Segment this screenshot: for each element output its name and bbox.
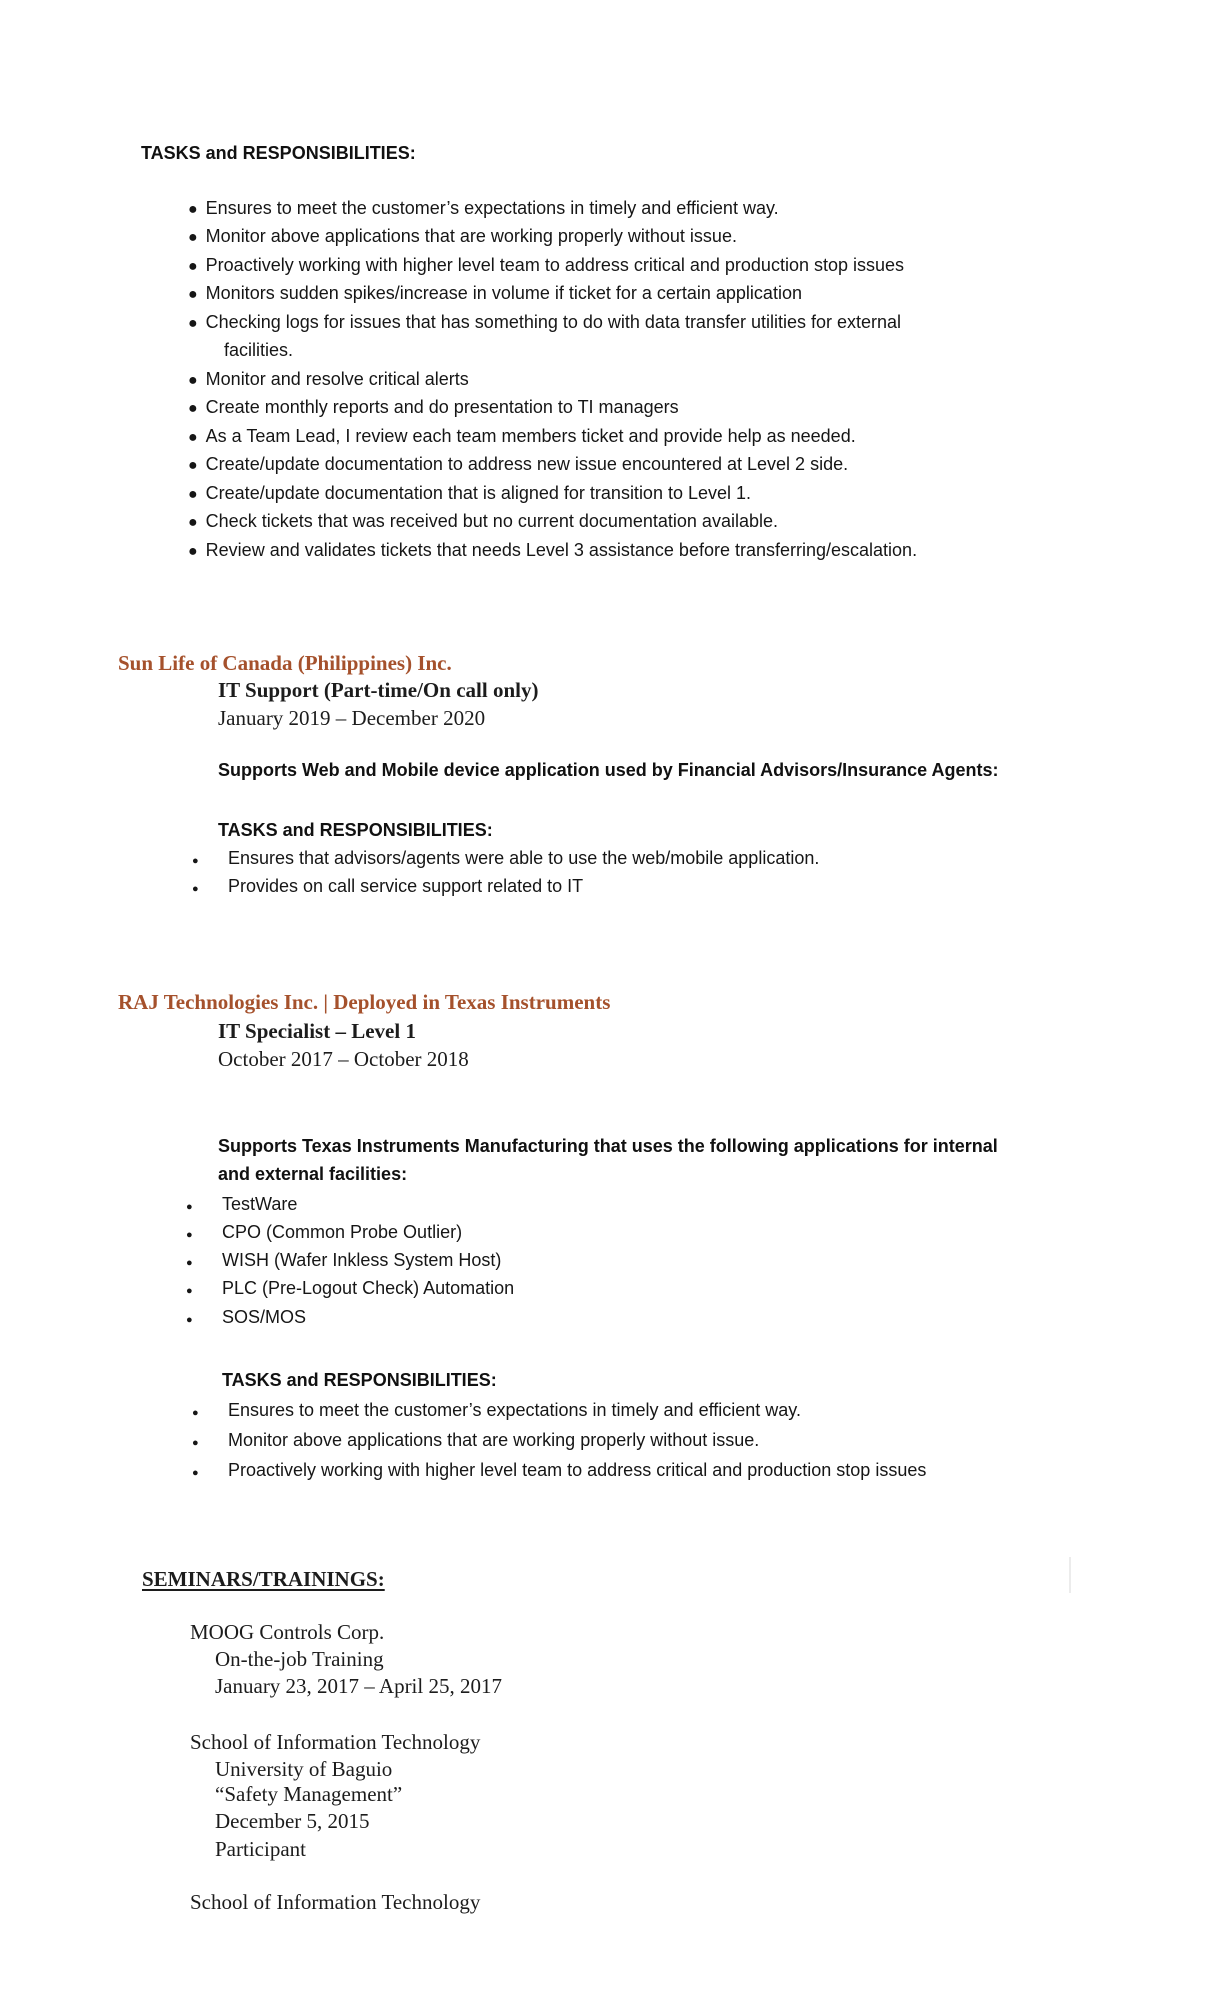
bullet-icon: ●	[192, 1467, 199, 1479]
task-item	[188, 482, 751, 505]
bullet-icon: ●	[188, 258, 198, 275]
task-text: Ensures to meet the customer’s expectations in timely and efficient way.	[205, 198, 779, 218]
company-name-sunlife: Sun Life of Canada (Philippines) Inc.	[118, 651, 452, 675]
application-item	[186, 1306, 306, 1329]
task-text: Monitor above applications that are working properly without issue.	[205, 226, 737, 246]
application-text: CPO (Common Probe Outlier)	[222, 1222, 463, 1242]
task-text: Ensures that advisors/agents were able to use the web/mobile application.	[228, 848, 820, 868]
application-text: WISH (Wafer Inkless System Host)	[222, 1250, 502, 1270]
bullet-icon: ●	[188, 457, 198, 474]
bullet-icon: ●	[186, 1285, 193, 1297]
seminar-detail: December 5, 2015	[215, 1809, 370, 1833]
application-item	[186, 1249, 501, 1272]
bullet-icon: ●	[188, 201, 198, 218]
bullet-icon: ●	[188, 400, 198, 417]
task-item	[188, 396, 679, 419]
job-summary-raj-line1: Supports Texas Instruments Manufacturing that uses the following applications for internal	[218, 1136, 998, 1156]
page-artifact-line	[1069, 1557, 1071, 1593]
task-text: Proactively working with higher level team to address critical and production stop issues	[228, 1460, 927, 1480]
application-text: SOS/MOS	[222, 1307, 307, 1327]
task-text: Checking logs for issues that has something to do with data transfer utilities for external	[205, 312, 902, 332]
task-text: Monitor above applications that are working properly without issue.	[228, 1430, 760, 1450]
job-summary-sunlife: Supports Web and Mobile device application used by Financial Advisors/Insurance Agents:	[218, 760, 999, 780]
job-dates-sunlife: January 2019 – December 2020	[218, 706, 486, 730]
bullet-icon: ●	[188, 372, 198, 389]
task-text: Monitors sudden spikes/increase in volume if ticket for a certain application	[205, 283, 802, 303]
application-item	[186, 1193, 297, 1216]
task-item	[188, 225, 737, 248]
bullet-icon: ●	[188, 514, 198, 531]
bullet-icon: ●	[192, 1437, 199, 1449]
task-item	[188, 311, 901, 334]
job-title-sunlife: IT Support (Part-time/On call only)	[218, 678, 539, 702]
task-text: Check tickets that was received but no current documentation available.	[205, 511, 778, 531]
bullet-icon: ●	[188, 486, 198, 503]
job-dates-raj: October 2017 – October 2018	[218, 1047, 469, 1071]
tasks-heading-3: TASKS and RESPONSIBILITIES:	[222, 1370, 497, 1390]
bullet-icon: ●	[188, 229, 198, 246]
bullet-icon: ●	[186, 1257, 193, 1269]
seminar-detail: January 23, 2017 – April 25, 2017	[215, 1674, 502, 1698]
task-text-continuation: facilities.	[224, 340, 294, 360]
task-text: Create/update documentation that is aligned for transition to Level 1.	[205, 483, 752, 503]
seminar-org: School of Information Technology	[190, 1730, 481, 1754]
bullet-icon: ●	[188, 429, 198, 446]
seminars-heading: SEMINARS/TRAININGS:	[142, 1567, 385, 1591]
bullet-icon: ●	[186, 1314, 193, 1326]
seminar-org: School of Information Technology	[190, 1890, 481, 1914]
bullet-icon: ●	[186, 1229, 193, 1241]
task-item	[188, 254, 904, 277]
company-name-raj: RAJ Technologies Inc. | Deployed in Texas Instruments	[118, 990, 611, 1014]
seminar-detail: Participant	[215, 1837, 306, 1861]
task-text: Monitor and resolve critical alerts	[205, 369, 469, 389]
bullet-icon: ●	[186, 1201, 193, 1213]
task-item	[192, 847, 819, 870]
task-text: Provides on call service support related to IT	[228, 876, 584, 896]
seminar-detail: On-the-job Training	[215, 1647, 384, 1671]
tasks-heading-1: TASKS and RESPONSIBILITIES:	[141, 143, 416, 163]
seminar-detail: University of Baguio	[215, 1757, 393, 1781]
application-item	[186, 1277, 514, 1300]
task-item	[188, 453, 848, 476]
task-item	[188, 510, 778, 533]
task-item	[192, 1399, 801, 1422]
bullet-icon: ●	[188, 315, 198, 332]
task-item	[192, 875, 583, 898]
bullet-icon: ●	[188, 543, 198, 560]
task-text: Ensures to meet the customer’s expectations in timely and efficient way.	[228, 1400, 801, 1420]
task-item	[192, 1459, 926, 1482]
task-text: Review and validates tickets that needs Level 3 assistance before transferring/escalation.	[205, 540, 918, 560]
task-item	[192, 1429, 759, 1452]
bullet-icon: ●	[192, 1407, 199, 1419]
task-item	[188, 425, 856, 448]
seminar-org: MOOG Controls Corp.	[190, 1620, 385, 1644]
job-title-raj: IT Specialist – Level 1	[218, 1019, 416, 1043]
task-item	[188, 539, 917, 562]
bullet-icon: ●	[188, 286, 198, 303]
task-text: As a Team Lead, I review each team members ticket and provide help as needed.	[205, 426, 856, 446]
tasks-heading-2: TASKS and RESPONSIBILITIES:	[218, 820, 493, 840]
job-summary-raj-line2: and external facilities:	[218, 1164, 408, 1184]
task-item	[188, 368, 469, 391]
application-item	[186, 1221, 462, 1244]
bullet-icon: ●	[192, 855, 199, 867]
application-text: TestWare	[222, 1194, 298, 1214]
task-item	[188, 197, 779, 220]
bullet-icon: ●	[192, 883, 199, 895]
application-text: PLC (Pre-Logout Check) Automation	[222, 1278, 515, 1298]
seminar-detail: “Safety Management”	[215, 1782, 403, 1806]
task-text: Proactively working with higher level team to address critical and production stop issues	[205, 255, 905, 275]
task-text: Create/update documentation to address new issue encountered at Level 2 side.	[205, 454, 849, 474]
task-text: Create monthly reports and do presentation to TI managers	[205, 397, 679, 417]
task-item	[188, 282, 802, 305]
